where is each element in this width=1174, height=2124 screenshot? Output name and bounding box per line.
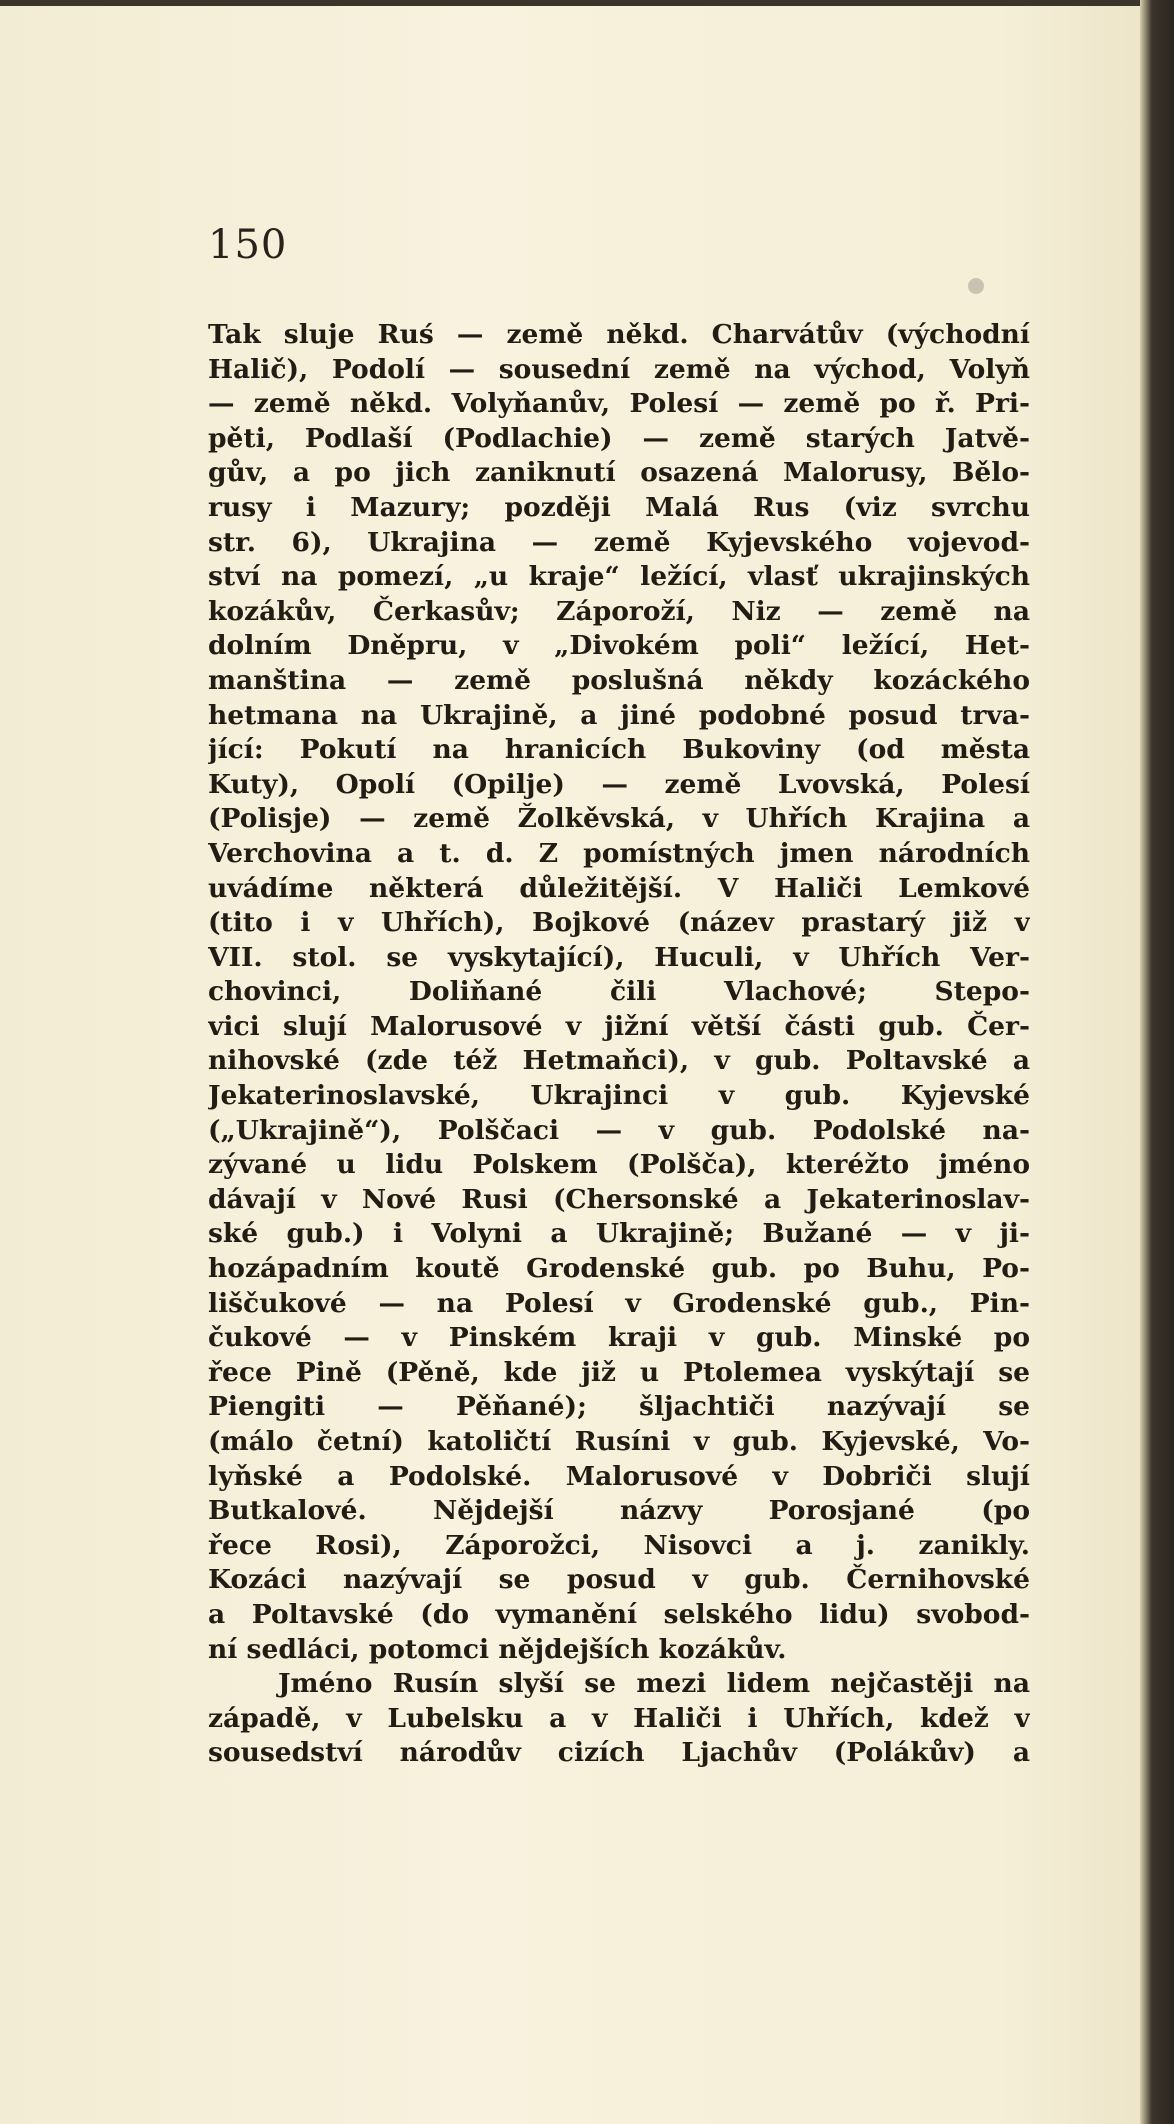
text-line: západě, v Lubelsku a v Haliči i Uhřích, kdež v bbox=[208, 1702, 1030, 1734]
text-line: gův, a po jich zaniknutí osazená Malorusy, Bělo- bbox=[208, 457, 1030, 489]
text-line: (málo četní) katoličtí Rusíni v gub. Kyjevské, Vo- bbox=[208, 1426, 1030, 1457]
text-line: liščukové — na Polesí v Grodenské gub., Pin- bbox=[208, 1287, 1030, 1319]
text-line: hozápadním koutě Grodenské gub. po Buhu, Po- bbox=[208, 1253, 1030, 1285]
text-line: dávají v Nové Rusi (Chersonské a Jekaterinoslav- bbox=[208, 1183, 1030, 1215]
text-line: hetmana na Ukrajině, a jiné podobné posud trva- bbox=[208, 699, 1030, 731]
text-line: jící: Pokutí na hranicích Bukoviny (od města bbox=[208, 734, 1030, 766]
text-line: dolním Dněpru, v „Divokém poli“ ležící, Het- bbox=[208, 630, 1030, 662]
text-line: nihovské (zde též Hetmaňci), v gub. Poltavské a bbox=[208, 1045, 1030, 1077]
text-line: Kuty), Opolí (Opilje) — země Lvovská, Polesí bbox=[208, 768, 1030, 800]
text-line: vici slují Malorusové v jižní větší části gub. Čer- bbox=[208, 1010, 1030, 1042]
text-line: Verchovina a t. d. Z pomístných jmen národních bbox=[208, 837, 1030, 869]
text-line: ské gub.) i Volyni a Ukrajině; Bužané — v ji- bbox=[208, 1218, 1030, 1250]
text-line: („Ukrajině“), Polščaci — v gub. Podolské na- bbox=[208, 1114, 1030, 1146]
text-line: Butkalové. Nějdejší názvy Porosjané (po bbox=[208, 1495, 1030, 1527]
body-text bbox=[208, 318, 1030, 1771]
text-line: (tito i v Uhřích), Bojkové (název prastarý již v bbox=[208, 907, 1030, 939]
text-line: manština — země poslušná někdy kozáckého bbox=[208, 664, 1030, 696]
text-line: sousedství národův cizích Ljachův (Polákův) a bbox=[208, 1737, 1030, 1769]
page-number: 150 bbox=[208, 222, 288, 268]
page-binding-edge bbox=[1140, 0, 1174, 2124]
text-line: Piengiti — Pěňané); šljachtiči nazývají se bbox=[208, 1391, 1030, 1423]
text-line: kozákův, Čerkasův; Záporoží, Niz — země na bbox=[208, 595, 1030, 627]
text-line: ství na pomezí, „u kraje“ ležící, vlasť ukrajinských bbox=[208, 561, 1030, 593]
text-line: rusy i Mazury; později Malá Rus (viz svrchu bbox=[208, 491, 1030, 523]
text-line: čukové — v Pinském kraji v gub. Minské po bbox=[208, 1322, 1030, 1354]
text-line: Kozáci nazývají se posud v gub. Černihovské bbox=[208, 1564, 1030, 1596]
text-line: chovinci, Doliňané čili Vlachové; Stepo- bbox=[208, 976, 1030, 1008]
text-line: a Poltavské (do vymanění selského lidu) svobod- bbox=[208, 1598, 1030, 1630]
page-top-edge bbox=[0, 0, 1174, 6]
text-line: str. 6), Ukrajina — země Kyjevského vojevod- bbox=[208, 526, 1030, 558]
text-line: řece Pině (Pěně, kde již u Ptolemea vyskýtají se bbox=[208, 1356, 1030, 1388]
text-line: (Polisje) — země Žolkěvská, v Uhřích Krajina a bbox=[208, 803, 1030, 835]
text-line: Jekaterinoslavské, Ukrajinci v gub. Kyjevské bbox=[208, 1080, 1030, 1112]
text-line: Tak sluje Ruś — země někd. Charvátův (východní bbox=[208, 319, 1030, 350]
text-line: Halič), Podolí — sousední země na východ, Volyň bbox=[208, 353, 1030, 385]
text-line: ní sedláci, potomci nějdejších kozákův. bbox=[208, 1633, 787, 1665]
text-line: — země někd. Volyňanův, Polesí — země po ř. Pri- bbox=[208, 388, 1030, 420]
text-line: VII. stol. se vyskytající), Huculi, v Uhřích Ver- bbox=[208, 941, 1030, 973]
text-line: lyňské a Podolské. Malorusové v Dobriči slují bbox=[208, 1460, 1030, 1492]
text-line: uvádíme některá důležitější. V Haliči Lemkové bbox=[208, 872, 1030, 904]
text-line: zývané u lidu Polskem (Polšča), kteréžto jméno bbox=[208, 1149, 1030, 1181]
text-line: řece Rosi), Záporožci, Nisovci a j. zanikly. bbox=[208, 1529, 1030, 1561]
ink-spot bbox=[968, 278, 984, 294]
text-line: pěti, Podlaší (Podlachie) — země starých Jatvě- bbox=[208, 422, 1030, 454]
text-line: Jméno Rusín slyší se mezi lidem nejčastěji na bbox=[278, 1668, 1030, 1700]
